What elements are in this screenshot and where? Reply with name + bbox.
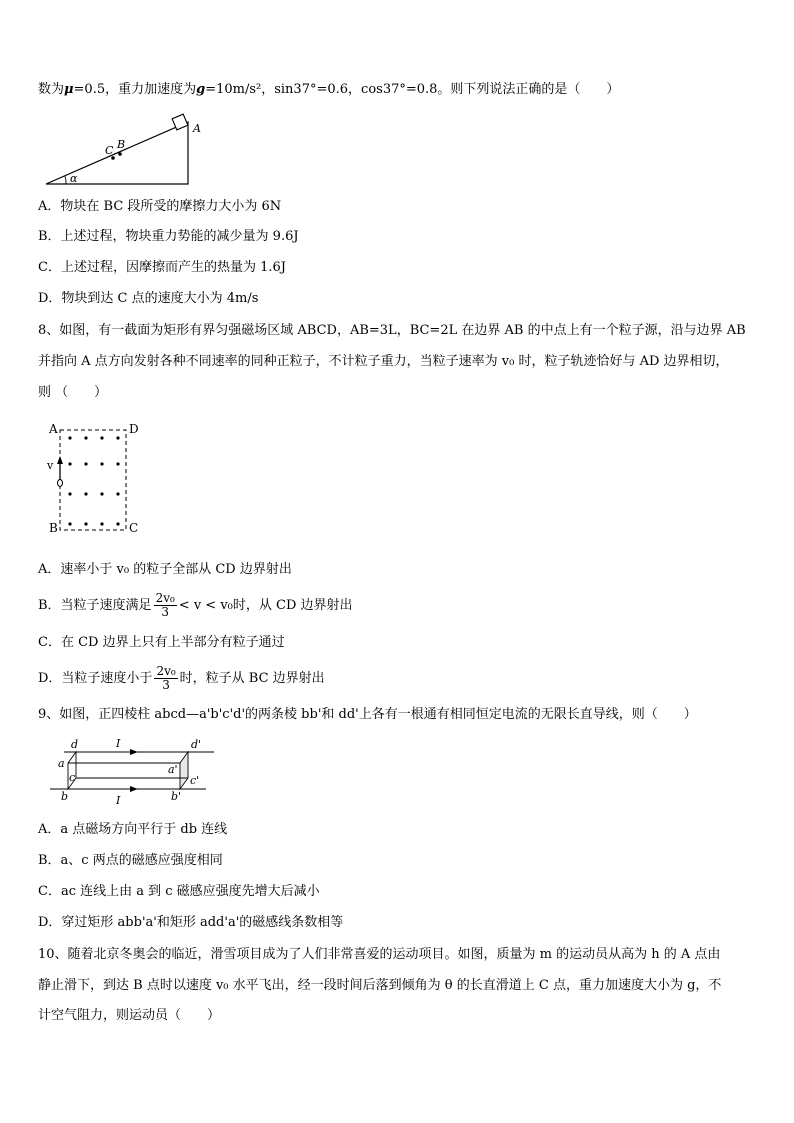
fraction-numerator: 2v₀ — [155, 591, 175, 605]
q7-stem-part: =0.5，重力加速度为 — [73, 82, 197, 97]
incline-figure — [40, 112, 200, 188]
fraction — [154, 592, 177, 619]
q8-option-a: A．速率小于 v₀ 的粒子全部从 CD 边界射出 — [38, 562, 292, 577]
label-d-prime: d' — [191, 738, 202, 751]
point-B — [118, 152, 122, 156]
g-symbol: g — [196, 82, 206, 97]
q7-stem — [38, 81, 619, 99]
fraction-denominator: 3 — [161, 605, 169, 619]
label-A: A — [193, 122, 201, 135]
field-boundary — [60, 430, 126, 530]
q9-option-c: C．ac 连线上由 a 到 c 磁感应强度先增大后减小 — [38, 884, 320, 899]
q9-option-b: B．a、c 两点的磁感应强度相同 — [38, 853, 223, 868]
q8-option-c: C．在 CD 边界上只有上半部分有粒子通过 — [38, 635, 285, 650]
q7-option-a: A．物块在 BC 段所受的摩擦力大小为 6N — [38, 199, 282, 214]
label-C: C — [105, 144, 114, 157]
q8-option-b — [38, 591, 353, 621]
velocity-arrowhead — [57, 456, 63, 464]
label-c-prime: c' — [190, 774, 200, 787]
q9-option-d: D．穿过矩形 abb'a'和矩形 add'a'的磁感线条数相等 — [38, 915, 344, 930]
q7-option-d: D．物块到达 C 点的速度大小为 4m/s — [38, 291, 259, 306]
magnetic-field-figure — [44, 420, 154, 535]
q8-optd-text: 时，粒子从 BC 边界射出 — [179, 671, 325, 686]
q10-stem-line3: 计空气阻力，则运动员（ ） — [38, 1008, 221, 1023]
fraction — [154, 665, 177, 692]
q10-stem-line1: 10、随着北京冬奥会的临近，滑雪项目成为了人们非常喜爱的运动项目。如图，质量为 m 的运动员从高为 h 的 A 点由 — [38, 947, 721, 962]
angle-arc — [65, 176, 66, 184]
label-C: C — [129, 521, 139, 535]
fraction-denominator: 3 — [162, 678, 170, 692]
prism-figure — [44, 734, 224, 810]
q8-option-d — [38, 664, 325, 694]
fraction-numerator: 2v₀ — [156, 664, 176, 678]
q7-stem-part: 数为 — [38, 82, 65, 97]
label-D: D — [129, 422, 139, 436]
incline-triangle — [46, 122, 188, 184]
current-arrow-bottom — [130, 786, 138, 792]
label-a-prime: a' — [168, 763, 178, 776]
q9-option-a: A．a 点磁场方向平行于 db 连线 — [38, 822, 228, 837]
field-dots — [68, 436, 119, 525]
label-a: a — [58, 757, 65, 770]
mu-symbol: μ — [64, 82, 74, 97]
q8-stem-line3: 则 （ ） — [38, 385, 108, 400]
label-b: b — [61, 790, 69, 803]
q8-stem-line2: 并指向 A 点方向发射各种不同速率的同种正粒子，不计粒子重力，当粒子速率为 v₀ 时，粒子轨迹恰好与 AD 边界相切， — [38, 354, 729, 369]
q9-stem: 9、如图，正四棱柱 abcd—a'b'c'd'的两条棱 bb'和 dd'上各有一根通有相同恒定电流的无限长直导线，则（ ） — [38, 707, 697, 722]
prism-right-face — [180, 752, 188, 789]
label-B: B — [117, 138, 126, 151]
particle-source — [58, 480, 63, 487]
label-B: B — [49, 521, 58, 535]
q8-stem-line1: 8、如图，有一截面为矩形有界匀强磁场区域 ABCD，AB=3L，BC=2L 在边界 AB 的中点上有一个粒子源，沿与边界 AB — [38, 323, 746, 338]
label-A: A — [49, 422, 58, 436]
current-arrow-top — [130, 749, 138, 755]
label-b-prime: b' — [171, 790, 182, 803]
label-d: d — [71, 738, 79, 751]
label-v: v — [47, 459, 54, 472]
q7-option-b: B．上述过程，物块重力势能的减少量为 9.6J — [38, 229, 299, 244]
label-current-bottom: I — [116, 794, 121, 807]
label-c: c — [69, 771, 76, 784]
q7-option-c: C．上述过程，因摩擦而产生的热量为 1.6J — [38, 260, 286, 275]
q8-optd-text: D．当粒子速度小于 — [38, 671, 153, 686]
q7-stem-part: =10m/s²，sin37°=0.6，cos37°=0.8。则下列说法正确的是（ ） — [205, 82, 620, 97]
label-current-top: I — [116, 737, 121, 750]
q10-stem-line2: 静止滑下，到达 B 点时以速度 v₀ 水平飞出，经一段时间后落到倾角为 θ 的长直滑道上 C 点，重力加速度大小为 g，不 — [38, 978, 722, 993]
q8-optb-text: < v < v₀时，从 CD 边界射出 — [178, 598, 353, 613]
label-alpha: α — [70, 172, 78, 185]
q8-optb-text: B．当粒子速度满足 — [38, 598, 152, 613]
